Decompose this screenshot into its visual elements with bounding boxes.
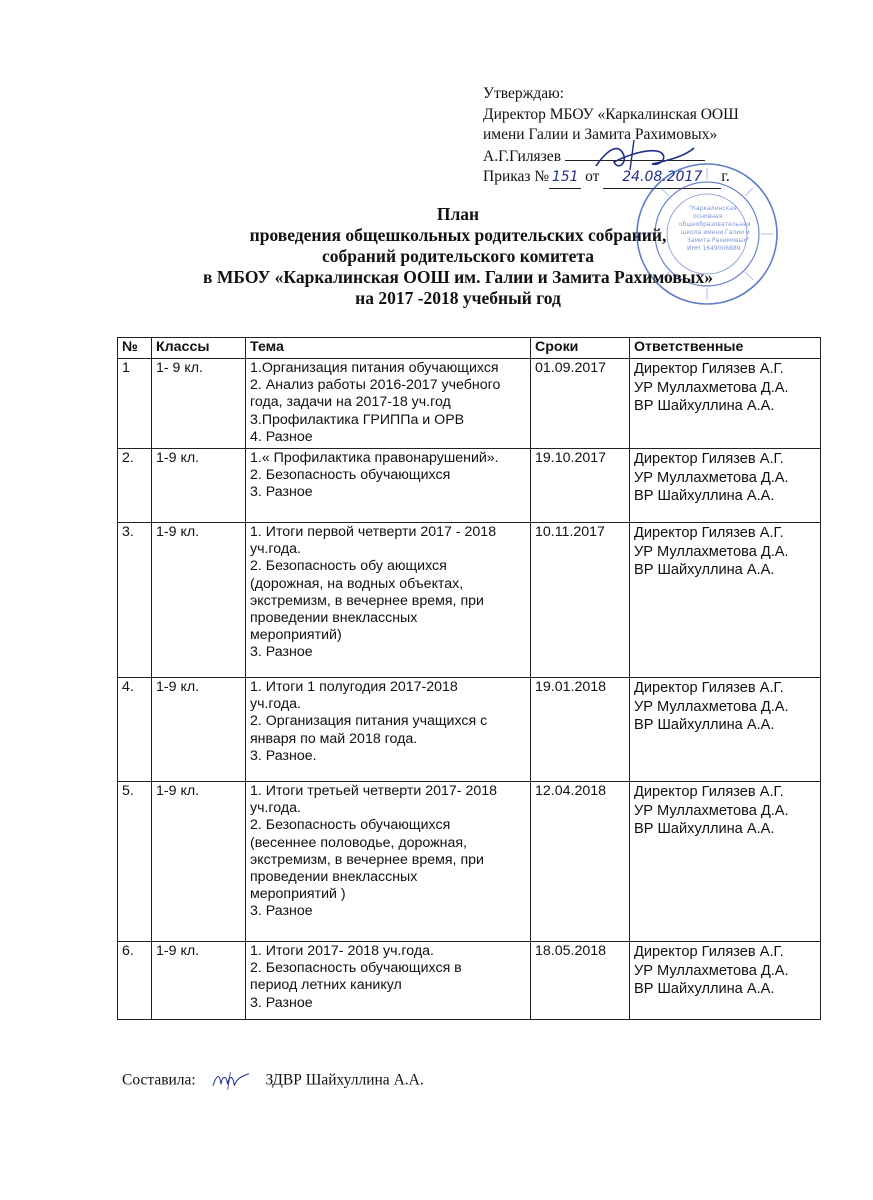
topic-line: экстремизм, в вечернее время, при — [250, 851, 484, 868]
svg-text:основная: основная — [693, 213, 723, 220]
header-classes: Классы — [152, 338, 246, 359]
row-topic — [246, 359, 531, 449]
row-number: 2. — [118, 449, 152, 523]
topic-line: 3. Разное — [250, 994, 313, 1011]
topic-line: (дорожная, на водных объектах, — [250, 575, 464, 592]
meeting-plan-table — [117, 337, 821, 1020]
row-date: 10.11.2017 — [531, 523, 630, 678]
title-line-3: собраний родительского комитета — [322, 246, 594, 266]
responsible-line: ВР Шайхуллина А.А. — [634, 398, 775, 414]
topic-line: 3.Профилактика ГРИППа и ОРВ — [250, 411, 465, 428]
order-number: 151 — [549, 167, 581, 189]
approval-position: Директор МБОУ «Каркалинская ООШ — [483, 105, 739, 123]
responsible-line: УР Муллахметова Д.А. — [634, 469, 789, 486]
topic-line: года, задачи на 2017-18 уч.год — [250, 394, 451, 411]
approval-director: А.Г.Гилязев — [483, 147, 562, 165]
responsible-line: УР Муллахметова Д.А. — [634, 379, 789, 396]
row-classes: 1-9 кл. — [152, 678, 246, 782]
topic-line: 1. Итоги 2017- 2018 уч.года. — [250, 943, 434, 959]
topic-line: января по май 2018 года. — [250, 730, 418, 747]
svg-text:"Каркалинская: "Каркалинская — [689, 205, 737, 212]
responsible-line: УР Муллахметова Д.А. — [634, 962, 789, 979]
topic-line: уч.года. — [250, 800, 301, 817]
svg-text:Замита Рахимовых": Замита Рахимовых" — [687, 237, 750, 244]
row-topic — [246, 782, 531, 942]
responsible-line: Директор Гилязев А.Г. — [634, 944, 784, 960]
responsible-line: ВР Шайхуллина А.А. — [634, 821, 775, 837]
row-classes: 1-9 кл. — [152, 449, 246, 523]
approval-school: имени Галии и Замита Рахимовых» — [483, 126, 718, 143]
row-date: 19.10.2017 — [531, 449, 630, 523]
responsible-line: УР Муллахметова Д.А. — [634, 698, 789, 715]
table-header-row — [118, 338, 821, 359]
header-topic: Тема — [246, 338, 531, 359]
table-row — [118, 942, 821, 1020]
topic-line: 1.Организация питания обучающихся — [250, 360, 499, 376]
topic-line: уч.года. — [250, 696, 301, 713]
row-responsible — [630, 782, 821, 942]
row-topic — [246, 942, 531, 1020]
topic-line: 3. Разное — [250, 644, 313, 661]
topic-line: 1. Итоги 1 полугодия 2017-2018 — [250, 679, 458, 695]
topic-line: экстремизм, в вечернее время, при — [250, 592, 484, 609]
topic-line: проведении внеклассных — [250, 610, 418, 627]
header-dates: Сроки — [531, 338, 630, 359]
responsible-line: ВР Шайхуллина А.А. — [634, 981, 775, 997]
row-date: 18.05.2018 — [531, 942, 630, 1020]
row-classes: 1- 9 кл. — [152, 359, 246, 449]
row-date: 12.04.2018 — [531, 782, 630, 942]
table-row — [118, 359, 821, 449]
topic-line: 3. Разное. — [250, 747, 317, 764]
topic-line: 2. Безопасность обучающихся — [250, 467, 451, 484]
row-responsible — [630, 359, 821, 449]
responsible-line: УР Муллахметова Д.А. — [634, 543, 789, 560]
order-suffix: г. — [721, 168, 730, 185]
topic-line: период летних каникул — [250, 977, 402, 994]
topic-line: 2. Безопасность обу ающихся — [250, 558, 447, 575]
topic-line: 2. Безопасность обучающихся — [250, 817, 451, 834]
row-number: 1 — [118, 359, 152, 449]
svg-text:ИНН 1649006889: ИНН 1649006889 — [687, 245, 741, 252]
title-line-2: проведения общешкольных родительских собраний, — [249, 225, 667, 245]
row-classes: 1-9 кл. — [152, 782, 246, 942]
composed-by — [122, 1071, 424, 1091]
topic-line: уч.года. — [250, 541, 301, 558]
responsible-line: Директор Гилязев А.Г. — [634, 680, 784, 696]
topic-line: 1. Итоги третьей четверти 2017- 2018 — [250, 783, 498, 799]
composed-name: ЗДВР Шайхуллина А.А. — [265, 1071, 424, 1089]
row-number: 6. — [118, 942, 152, 1020]
table-row — [118, 523, 821, 678]
responsible-line: ВР Шайхуллина А.А. — [634, 717, 775, 733]
row-number: 4. — [118, 678, 152, 782]
approval-heading: Утверждаю: — [483, 85, 564, 102]
responsible-line: Директор Гилязев А.Г. — [634, 784, 784, 800]
table-row — [118, 782, 821, 942]
topic-line: 2. Организация питания учащихся с — [250, 713, 488, 730]
composed-label: Составила: — [122, 1071, 196, 1089]
topic-line: 1. Итоги первой четверти 2017 - 2018 — [250, 524, 497, 540]
order-date: 24.08.2017 — [603, 167, 721, 189]
table-row — [118, 678, 821, 782]
row-responsible — [630, 942, 821, 1020]
topic-line: мероприятий ) — [250, 886, 346, 903]
topic-line: 2. Безопасность обучающихся в — [250, 960, 462, 977]
document-title — [120, 204, 796, 309]
row-topic — [246, 678, 531, 782]
row-topic — [246, 523, 531, 678]
composer-signature — [200, 1071, 262, 1091]
table-row — [118, 449, 821, 523]
row-classes: 1-9 кл. — [152, 523, 246, 678]
row-responsible — [630, 678, 821, 782]
header-responsible: Ответственные — [630, 338, 821, 359]
topic-line: проведении внеклассных — [250, 869, 418, 886]
row-number: 3. — [118, 523, 152, 678]
topic-line: 2. Анализ работы 2016-2017 учебного — [250, 377, 501, 394]
topic-line: 4. Разное — [250, 428, 313, 445]
row-topic — [246, 449, 531, 523]
topic-line: 3. Разное — [250, 484, 313, 501]
order-from: от — [585, 168, 600, 185]
row-classes: 1-9 кл. — [152, 942, 246, 1020]
responsible-line: УР Муллахметова Д.А. — [634, 802, 789, 819]
responsible-line: Директор Гилязев А.Г. — [634, 451, 784, 467]
title-line-4: в МБОУ «Каркалинская ООШ им. Галии и Замита Рахимовых» — [203, 267, 713, 287]
row-date: 19.01.2018 — [531, 678, 630, 782]
responsible-line: Директор Гилязев А.Г. — [634, 525, 784, 541]
order-prefix: Приказ № — [483, 168, 550, 185]
row-responsible — [630, 523, 821, 678]
title-line-1: План — [436, 204, 480, 224]
title-line-5: на 2017 -2018 учебный год — [355, 288, 561, 308]
row-number: 5. — [118, 782, 152, 942]
svg-text:школа имени Галии и: школа имени Галии и — [681, 229, 750, 236]
topic-line: 1.« Профилактика правонарушений». — [250, 450, 499, 466]
row-date: 01.09.2017 — [531, 359, 630, 449]
svg-text:общеобразовательная: общеобразовательная — [679, 221, 751, 228]
topic-line: (весеннее половодье, дорожная, — [250, 834, 467, 851]
topic-line: 3. Разное — [250, 903, 313, 920]
header-number: № — [118, 338, 152, 359]
topic-line: мероприятий) — [250, 627, 342, 644]
row-responsible — [630, 449, 821, 523]
responsible-line: ВР Шайхуллина А.А. — [634, 488, 775, 504]
responsible-line: Директор Гилязев А.Г. — [634, 361, 784, 377]
responsible-line: ВР Шайхуллина А.А. — [634, 562, 775, 578]
